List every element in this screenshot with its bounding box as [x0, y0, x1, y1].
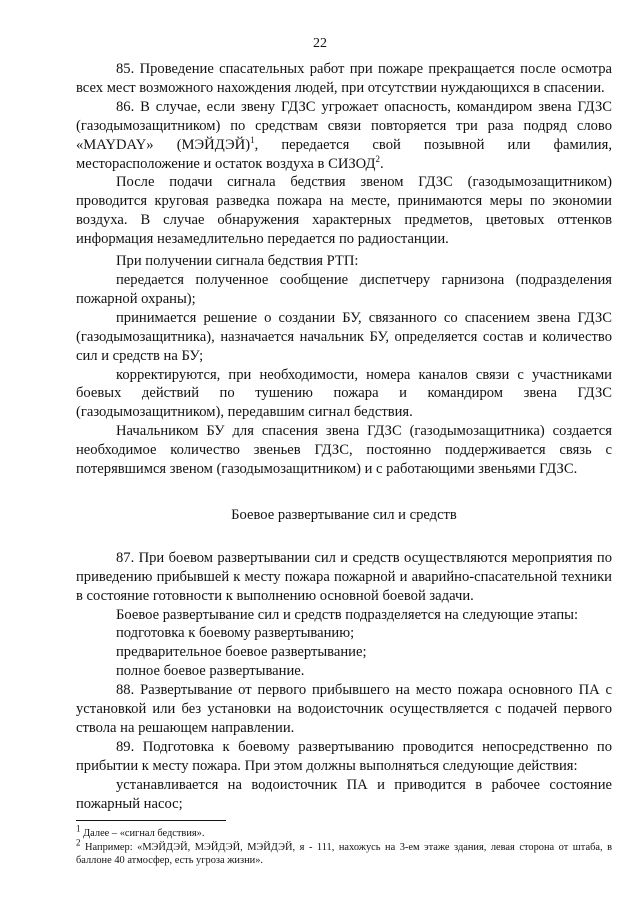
- footnote-divider: [76, 820, 226, 821]
- list-item-water-source: устанавливается на водоисточник ПА и приводится в рабочее состояние пожарный насос;: [76, 776, 612, 812]
- paragraph-86: [76, 98, 612, 174]
- paragraph-89: 89. Подготовка к боевому развертыванию проводится непосредственно по прибытии к месту пожара. При этом должны выполняться следующие действия:: [76, 738, 612, 774]
- paragraph-86-text: 86. В случае, если звену ГДЗС угрожает опасность, командиром звена ГДЗС (газодымозащитником) по средствам связи повторяется три раза подряд слово «MAYDAY» (МЭЙДЭЙ): [76, 98, 612, 153]
- footnote-1: [76, 823, 612, 841]
- footnote-mark-2: 2: [76, 837, 81, 848]
- footnote-ref-1: 1: [250, 134, 255, 145]
- paragraph-distress-recon: После подачи сигнала бедствия звеном ГДЗС (газодымозащитником) проводится круговая разведка пожара на месте, принимаются меры по экономии воздуха. В случае обнаружения характерных предметов, цветовых оттенков информация незамедлительно передается по радиостанции.: [76, 174, 612, 248]
- paragraph-86-text-middle: , передается свой позывной или фамилия, месторасположение и остаток воздуха в СИЗОД: [76, 136, 612, 172]
- paragraph-86-text-end: .: [379, 155, 384, 172]
- list-item-channels: корректируются, при необходимости, номера каналов связи с участниками боевых действий по тушению пожара и командиром звена ГДЗС (газодымозащитником), передавшим сигнал бедствия.: [76, 366, 612, 421]
- section-heading: Боевое развертывание сил и средств: [231, 506, 457, 523]
- page-number: 22: [313, 36, 327, 51]
- footnote-mark-1: 1: [76, 823, 81, 834]
- list-item-dispatch: передается полученное сообщение диспетчеру гарнизона (подразделения пожарной охраны);: [76, 271, 612, 307]
- list-item-create-bu: принимается решение о создании БУ, связанного со спасением звена ГДЗС (газодымозащитника), назначается начальник БУ, определяется состав и количество сил и средств на БУ;: [76, 309, 612, 364]
- paragraph-87: 87. При боевом развертывании сил и средств осуществляются мероприятия по приведению прибывшей к месту пожара пожарной и аварийно-спасательной техники в состояние готовности к выполнению основной боевой задачи.: [76, 549, 612, 604]
- footnotes: [76, 820, 612, 868]
- list-item-stage-2: предварительное боевое развертывание;: [116, 644, 367, 661]
- list-item-stage-3: полное боевое развертывание.: [116, 663, 305, 680]
- list-item-stage-1: подготовка к боевому развертыванию;: [116, 625, 355, 642]
- footnote-ref-2: 2: [375, 153, 380, 164]
- paragraph-85: 85. Проведение спасательных работ при пожаре прекращается после осмотра всех мест возможного нахождения людей, при отсутствии нуждающихся в спасении.: [76, 61, 612, 96]
- footnote-2: [76, 837, 612, 868]
- paragraph-stages-intro: Боевое развертывание сил и средств подразделяется на следующие этапы:: [116, 606, 579, 623]
- document-body: [76, 60, 612, 814]
- footnote-1-text: Далее – «сигнал бедствия».: [80, 828, 205, 839]
- paragraph-rtp-intro: При получении сигнала бедствия РТП:: [116, 253, 359, 270]
- footnote-2-text: Например: «МЭЙДЭЙ, МЭЙДЭЙ, МЭЙДЭЙ, я - 111, нахожусь на 3-ем этаже здания, левая сторона от штаба, в баллоне 40 атмосфер, есть угроза жизни».: [76, 841, 612, 866]
- paragraph-bu-chief: Начальником БУ для спасения звена ГДЗС (газодымозащитника) создается необходимое количество звеньев ГДЗС, постоянно поддерживается связь с потерявшимся звеном (газодымозащитником) и с работающими звеньями ГДЗС.: [76, 423, 612, 478]
- paragraph-88: 88. Развертывание от первого прибывшего на место пожара основного ПА с установкой или без установки на водоисточник осуществляется с подачей первого ствола на решающем направлении.: [76, 682, 612, 736]
